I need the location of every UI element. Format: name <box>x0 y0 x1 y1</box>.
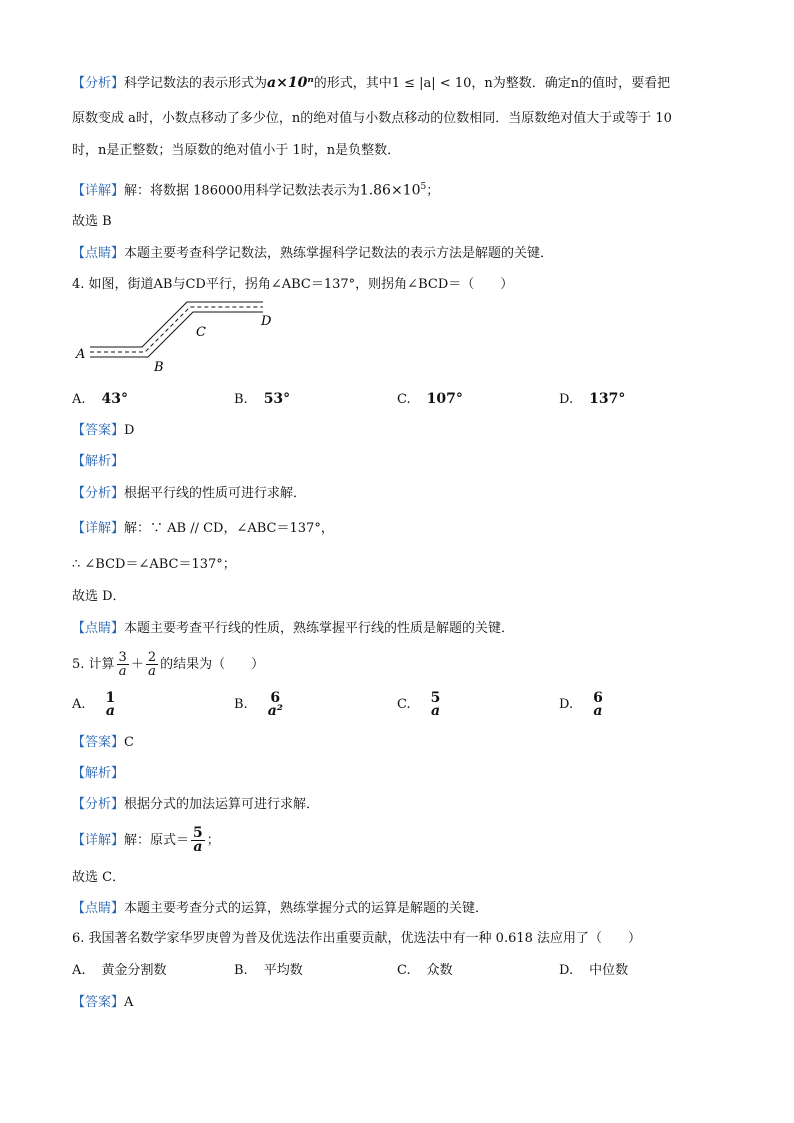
q3-choose: 故选 B <box>72 214 112 229</box>
q5-analysis-line: 【分析】根据分式的加法运算可进行求解． <box>72 797 320 812</box>
q3-detail-value: 1.86×10 <box>359 182 421 199</box>
q4-detail2: ∴ ∠BCD＝∠ABC＝137°； <box>72 557 236 572</box>
q5-choice-a: A. 1 a <box>72 689 116 719</box>
q5-answer-line: 【答案】C <box>72 735 134 750</box>
q6-answer: A <box>124 995 134 1010</box>
q4-choice-c: C. 107° <box>397 391 463 407</box>
q6-choice-c: C. 众数 <box>397 963 453 978</box>
q4-choice-d: D. 137° <box>559 391 626 407</box>
q3-detail-exp: 5 <box>420 182 427 192</box>
q3-analysis-text-b: 的形式，其中1 ≤ |a| < 10，n为整数．确定n的值时，要看把 <box>313 76 671 91</box>
q3-analysis-expr: a×10ⁿ <box>267 75 314 91</box>
q3-analysis-line1 <box>72 74 670 93</box>
q5-comment: 本题主要考查分式的运算，熟练掌握分式的运算是解题的关键． <box>124 901 489 916</box>
label-a: A <box>76 347 86 362</box>
q5-choose: 故选 C． <box>72 870 126 885</box>
q5-choice-d: D. 6 a <box>559 689 603 719</box>
q5-choice-c: C. 5 a <box>397 689 441 719</box>
analysis-tag: 【分析】 <box>72 76 125 91</box>
q3-detail-text: 解：将数据 186000用科学记数法表示为 <box>124 183 360 199</box>
q4-detail: 解：∵ AB // CD，∠ABC＝137°， <box>124 521 334 536</box>
q4-stem: 4. 如图，街道AB与CD平行，拐角∠ABC＝137°，则拐角∠BCD＝（ ） <box>72 277 514 292</box>
q4-analysis-line: 【分析】根据平行线的性质可进行求解． <box>72 486 307 501</box>
q5-answer: C <box>124 735 134 750</box>
q5-choice-b: B. 6 a² <box>234 689 283 719</box>
q6-answer-line: 【答案】A <box>72 995 134 1010</box>
q3-analysis-text-a: 科学记数法的表示形式为 <box>124 76 268 91</box>
q6-choice-b: B. 平均数 <box>234 963 303 978</box>
q4-comment: 本题主要考查平行线的性质，熟练掌握平行线的性质是解题的关键． <box>124 621 515 636</box>
q5-analysis: 根据分式的加法运算可进行求解． <box>124 797 320 812</box>
q4-choice-b: B. 53° <box>234 391 291 407</box>
answer-tag: 【答案】 <box>72 423 125 438</box>
q3-detail-end: ； <box>426 183 440 199</box>
q5-stem: 5. 计算 $\frac{3}{a}$ ＋ $\frac{2}{a}$ 的结果为（ ） <box>72 650 265 679</box>
q4-choice-a: A. 43° <box>72 391 129 407</box>
label-d: D <box>261 314 272 329</box>
q3-comment-line <box>72 245 553 263</box>
q5-frac2: $\frac{2}{a}$ <box>147 650 157 679</box>
q4-choose: 故选 D． <box>72 589 126 604</box>
q4-solution-tag: 【解析】 <box>72 454 125 469</box>
q6-choice-d: D. 中位数 <box>559 963 629 978</box>
q4-detail-line: 【详解】解：∵ AB // CD，∠ABC＝137°， <box>72 521 334 536</box>
label-b: B <box>154 360 164 375</box>
q5-solution-tag: 【解析】 <box>72 766 125 781</box>
q4-answer: D <box>124 423 135 438</box>
q4-analysis: 根据平行线的性质可进行求解． <box>124 486 307 501</box>
q3-comment: 本题主要考查科学记数法，熟练掌握科学记数法的表示方法是解题的关键． <box>124 246 554 261</box>
q6-choice-a: A. 黄金分割数 <box>72 963 167 978</box>
q5-frac1: $\frac{3}{a}$ <box>118 650 127 679</box>
q3-analysis-line2: 原数变成 a时，小数点移动了多少位，n的绝对值与小数点移动的位数相同．当原数绝对值大于或等于 10 <box>72 111 672 126</box>
detail-tag: 【详解】 <box>72 183 125 199</box>
q5-detail-line: 【详解】解：原式＝ $\frac{5}{a}$ ； <box>72 825 220 855</box>
label-c: C <box>196 325 206 340</box>
q3-detail-line <box>72 178 439 200</box>
q4-street-figure <box>72 300 292 375</box>
q6-stem: 6. 我国著名数学家华罗庚曾为普及优选法作出重要贡献，优选法中有一种 0.618 法应用了（ ） <box>72 931 642 946</box>
q4-comment-line: 【点睛】本题主要考查平行线的性质，熟练掌握平行线的性质是解题的关键． <box>72 621 515 636</box>
q3-analysis-line3: 时，n是正整数；当原数的绝对值小于 1时，n是负整数． <box>72 143 401 158</box>
comment-tag: 【点睛】 <box>72 246 125 261</box>
q4-answer-line <box>72 422 134 440</box>
q5-comment-line: 【点睛】本题主要考查分式的运算，熟练掌握分式的运算是解题的关键． <box>72 901 489 916</box>
